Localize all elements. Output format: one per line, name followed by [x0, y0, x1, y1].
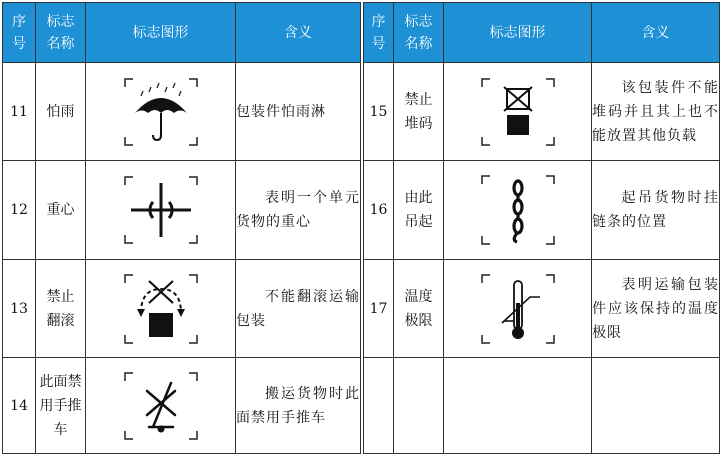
table-row	[364, 260, 720, 358]
header-symbol: 标志图形	[86, 3, 236, 63]
table-row	[3, 260, 361, 358]
table-row	[364, 161, 720, 260]
center-of-gravity-icon	[86, 161, 236, 260]
no-rolling-icon	[86, 260, 236, 358]
row-meaning: 表明一个单元货物的重心	[236, 161, 361, 260]
header-no: 序号	[364, 3, 394, 63]
no-stacking-icon	[444, 63, 592, 161]
sling-here-icon	[444, 161, 592, 260]
table-row	[3, 358, 361, 454]
row-no: 11	[3, 63, 36, 161]
row-no: 13	[3, 260, 36, 358]
row-no: 16	[364, 161, 394, 260]
header-meaning: 含义	[592, 3, 720, 63]
header-symbol: 标志图形	[444, 3, 592, 63]
header-meaning: 含义	[236, 3, 361, 63]
row-no: 12	[3, 161, 36, 260]
row-name: 怕雨	[36, 63, 86, 161]
table-row-empty	[364, 358, 720, 454]
row-meaning: 包装件怕雨淋	[236, 63, 361, 161]
empty-cell	[394, 358, 444, 454]
row-no: 15	[364, 63, 394, 161]
row-no: 17	[364, 260, 394, 358]
row-meaning: 起吊货物时挂链条的位置	[592, 161, 720, 260]
row-meaning: 不能翻滚运输包装	[236, 260, 361, 358]
umbrella-rain-icon	[86, 63, 236, 161]
row-meaning: 表明运输包装件应该保持的温度极限	[592, 260, 720, 358]
table-row	[3, 63, 361, 161]
header-name: 标志名称	[36, 3, 86, 63]
header-no: 序号	[3, 3, 36, 63]
row-meaning: 该包装件不能堆码并且其上也不能放置其他负载	[592, 63, 720, 161]
row-name: 重心	[36, 161, 86, 260]
row-name: 禁止翻滚	[36, 260, 86, 358]
empty-cell	[592, 358, 720, 454]
row-name: 此面禁用手推车	[36, 358, 86, 454]
no-hand-truck-icon	[86, 358, 236, 454]
temperature-limits-icon	[444, 260, 592, 358]
empty-cell	[444, 358, 592, 454]
header-name: 标志名称	[394, 3, 444, 63]
row-no: 14	[3, 358, 36, 454]
row-meaning: 搬运货物时此面禁用手推车	[236, 358, 361, 454]
empty-cell	[364, 358, 394, 454]
row-name: 禁止堆码	[394, 63, 444, 161]
right-table	[363, 2, 720, 454]
header-row	[3, 3, 361, 63]
row-name: 温度极限	[394, 260, 444, 358]
row-name: 由此吊起	[394, 161, 444, 260]
left-table	[2, 2, 361, 454]
table-row	[3, 161, 361, 260]
header-row	[364, 3, 720, 63]
table-row	[364, 63, 720, 161]
